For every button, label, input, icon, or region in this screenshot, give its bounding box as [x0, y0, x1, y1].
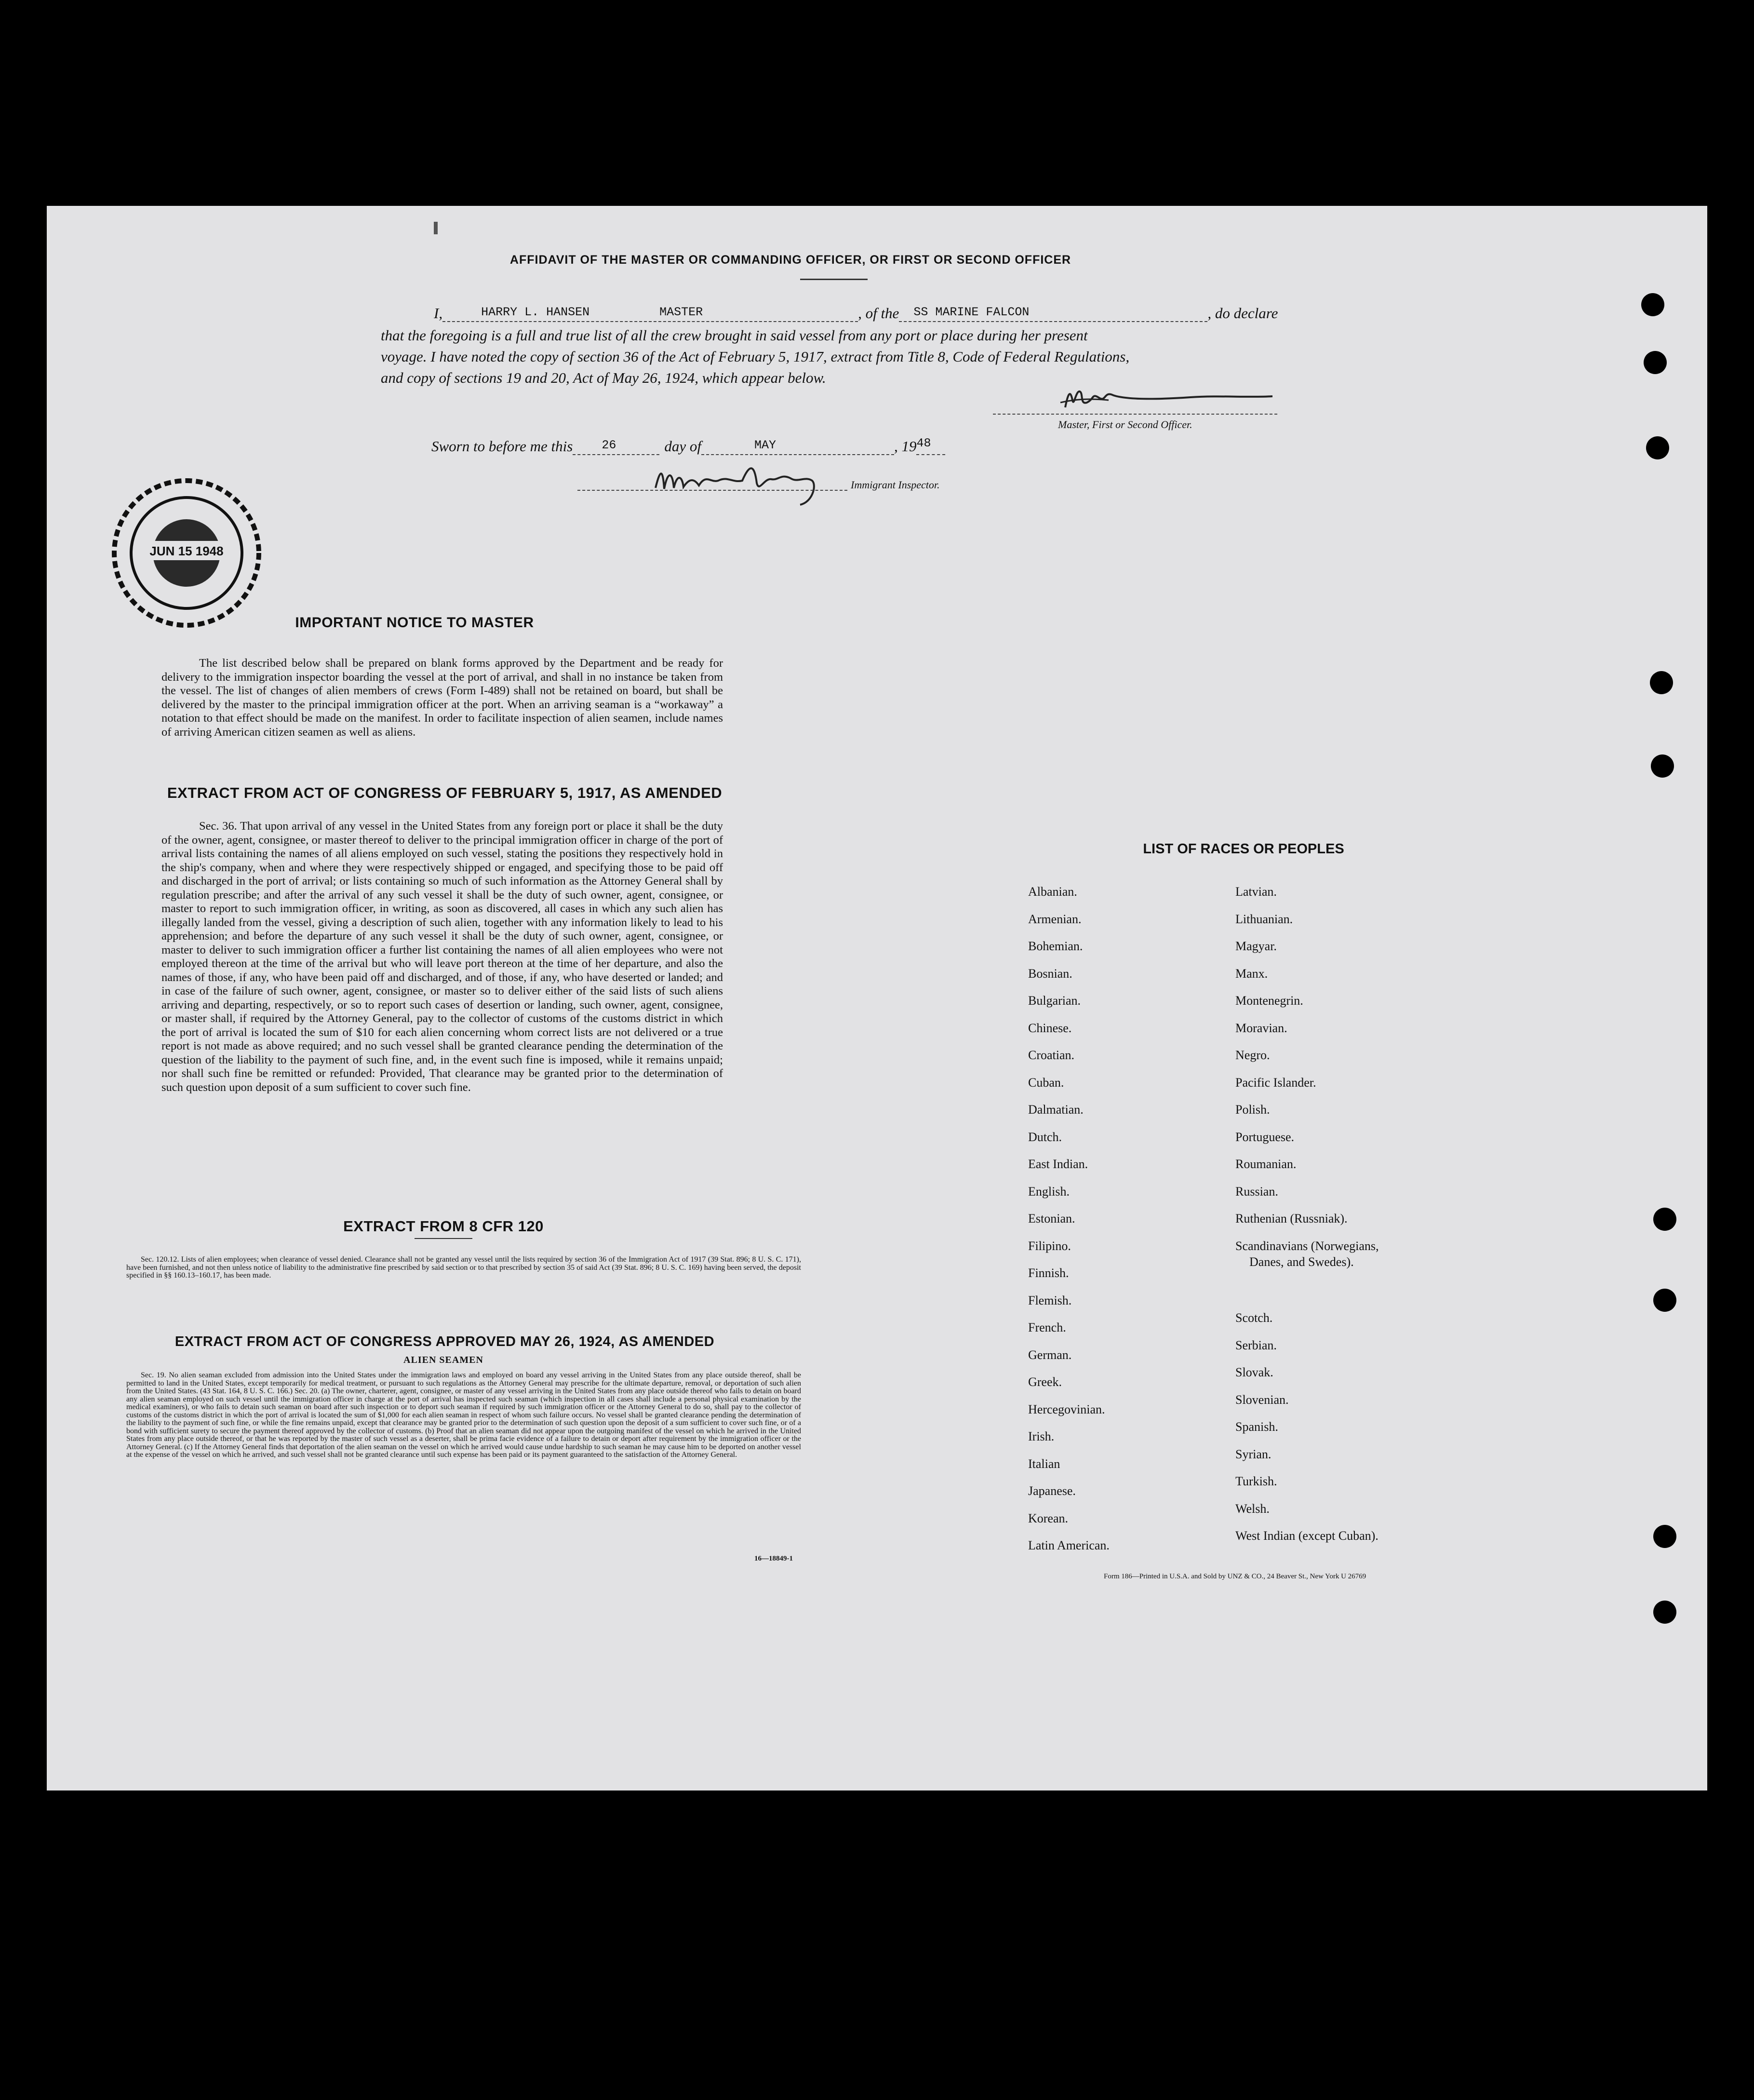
- race-item: Filipino.: [1028, 1238, 1071, 1253]
- race-item: Serbian.: [1235, 1338, 1277, 1352]
- extract-1924-text: Sec. 19. No alien seaman excluded from admission into the United States under the immigration laws and employed on board any vessel arriving in the United States from any place outside thereof, shall be permitted to land in the United States, except temporarily for medical treatment, or pursuant to such regulations as the Attorney General may prescribe for the ultimate departure, removal, or deportation of such alien from the United States. (43 Stat. 164, 8 U. S. C. 166.) Sec. 20. (a) The owner, charterer, agent, consignee, or master of any vessel arriving in the United States from any place outside thereof who fails to detain on board any alien seaman employed on such vessel until the immigration officer in charge at the port of arrival has inspected such seaman (which inspection in all cases shall include a personal physical examination by the medical examiners), or who fails to detain such seaman on board after such inspection or to deport such seaman if required by such immigration officer or the Attorney General to do so, shall pay to the collector of customs of the customs district in which the port of arrival is located the sum of $1,000 for each alien seaman in respect of whom such failure occurs. No vessel shall be granted clearance pending the determination of the liability to the payment of such fine, or while the fine remains unpaid, except that clearance may be granted prior to the determination of such question upon the deposit of a sum sufficient to cover such fine, or of a bond with sufficient surety to secure the payment thereof approved by the collector of customs. (b) Proof that an alien seaman did not appear upon the outgoing manifest of the vessel on which he arrived in the United States from any place outside thereof, or that he was reported by the master of such vessel as a deserter, shall be prima facie evidence of a failure to detain or deport after requirement by the immigration officer or the Attorney General. (c) If the Attorney General finds that deportation of the alien seaman on the vessel on which he arrived would cause undue hardship to such seaman he may cause him to be deported on another vessel at the expense of the vessel on which he arrived, and such vessel shall not be granted clearance until such expense has been paid or its payment guaranteed to the satisfaction of the Attorney General.: [126, 1371, 801, 1459]
- race-item: Croatian.: [1028, 1048, 1075, 1062]
- declaration-line-4: and copy of sections 19 and 20, Act of May 26, 1924, which appear below.: [381, 369, 826, 386]
- extract-cfr-text: Sec. 120.12. Lists of alien employees; when clearance of vessel denied. Clearance shall not be granted any vessel until the lists required by section 36 of the Immigration Act of 1917 (39 Stat. 896; 8 U. S. C. 171), have been furnished, and not then unless notice of liability to the administrative fine prescribed by said section or to that prescribed by section 35 of said Act (39 Stat. 896; 8 U. S. C. 169) having been served, the deposit specified in §§ 160.13–160.17, has been made.: [126, 1255, 801, 1279]
- race-item: Manx.: [1235, 966, 1268, 981]
- name-rank-field: [442, 307, 858, 322]
- notice-text: The list described below shall be prepared on blank forms approved by the Department and be ready for delivery to the immigration inspector boarding the vessel at the port of arrival, and shall in no instance be taken from the vessel. The list of changes of alien members of crews (Form I-489) shall not be retained on board, but shall be delivered by the master to the principal immigration officer at the port. When an arriving seaman is a “workaway” a notation to that effect should be made on the manifest. In order to facilitate inspection of alien seamen, include names of arriving American citizen seamen as well as aliens.: [161, 657, 723, 739]
- year-field: [916, 436, 945, 455]
- binder-hole: [1653, 1208, 1676, 1231]
- affidavit-title: AFFIDAVIT OF THE MASTER OR COMMANDING OFFICER, OR FIRST OR SECOND OFFICER: [509, 253, 1071, 267]
- races-heading: LIST OF RACES OR PEOPLES: [1143, 841, 1344, 857]
- race-item: Danes, and Swedes).: [1249, 1254, 1354, 1269]
- race-item: Ruthenian (Russniak).: [1235, 1212, 1348, 1225]
- month-value: MAY: [754, 438, 776, 452]
- day-field: [573, 440, 659, 455]
- stamp-date: JUN 15 1948: [149, 544, 224, 558]
- race-item: Dutch.: [1028, 1130, 1062, 1144]
- day-value: 26: [602, 438, 616, 452]
- race-item: Moravian.: [1235, 1021, 1287, 1035]
- race-item: Albanian.: [1028, 885, 1077, 899]
- race-item: Bosnian.: [1028, 966, 1072, 981]
- race-item: Welsh.: [1235, 1501, 1270, 1516]
- extract-1917-text: Sec. 36. That upon arrival of any vessel in the United States from any foreign port or place it shall be the duty of the owner, agent, consignee, or master thereof to deliver to the principal immigration officer in charge of the port of arrival lists containing the names of all aliens employed on such vessel, stating the positions they respectively hold in the ship's company, when and where they were respectively shipped or engaged, and specifying those to be paid off and discharged in the port of arrival; or lists containing so much of such information as the Attorney General shall by regulation prescribe; and after the arrival of any such vessel it shall be the duty of such owner, agent, consignee, or master to report to such immigration officer, in writing, as soon as discovered, all cases in which any such alien has illegally landed from the vessel, giving a description of such alien, together with any information likely to lead to his apprehension; and before the departure of any such vessel it shall be the duty of such owner, agent, consignee, or master to deliver to such immigration officer a further list containing the names of all alien employees who were not employed thereon at the time of the arrival but who will leave port thereon at the time of her departure, and also the names of those, if any, who have been paid off and discharged, and of those, if any, who have deserted or landed; and in case of the failure of such owner, agent, consignee, or master so to deliver either of the said lists of such aliens arriving and departing, respectively, or so to report such cases of desertion or landing, such owner, agent, consignee, or master shall, if required by the Attorney General, pay to the collector of customs of the customs district in which the port of arrival is located the sum of $10 for each alien concerning whom correct lists are not delivered or a true report is not made as above required; and no such vessel shall be granted clearance pending the determination of the question of the liability to the payment of such fine, and, in the event such fine is imposed, while it remains unpaid; nor shall such fine be remitted or refunded: Provided, That clearance may be granted prior to the determination of such question upon deposit of a sum sufficient to cover such fine.: [161, 820, 723, 1094]
- race-item: Slovenian.: [1235, 1392, 1289, 1407]
- binder-hole: [1641, 293, 1664, 316]
- vessel-value: SS MARINE FALCON: [913, 305, 1030, 319]
- race-item: Japanese.: [1028, 1484, 1076, 1498]
- race-item: Negro.: [1235, 1048, 1270, 1062]
- race-item: German.: [1028, 1347, 1072, 1362]
- sworn-label: Sworn to before me this: [431, 438, 573, 455]
- race-item: Korean.: [1028, 1511, 1069, 1525]
- rank-value: MASTER: [659, 305, 703, 319]
- race-item: Chinese.: [1028, 1021, 1072, 1035]
- year-prefix: , 19: [894, 438, 917, 455]
- master-signature-line: [993, 414, 1277, 415]
- binder-hole: [1653, 1289, 1676, 1312]
- race-item: Finnish.: [1028, 1266, 1069, 1280]
- race-item: Montenegrin.: [1235, 994, 1303, 1008]
- notice-heading: IMPORTANT NOTICE TO MASTER: [295, 615, 534, 631]
- race-item: Bohemian.: [1028, 939, 1083, 953]
- race-item: Portuguese.: [1235, 1130, 1295, 1144]
- race-item: French.: [1028, 1320, 1066, 1334]
- of-the-label: , of the: [858, 305, 899, 322]
- race-item: Bulgarian.: [1028, 994, 1081, 1008]
- race-item: Syrian.: [1235, 1447, 1272, 1461]
- race-item: Cuban.: [1028, 1075, 1064, 1090]
- year-value: 48: [916, 436, 931, 450]
- race-item: Irish.: [1028, 1429, 1055, 1443]
- race-item: Turkish.: [1235, 1474, 1277, 1489]
- inspector-signature-line: [577, 490, 847, 491]
- race-item: English.: [1028, 1184, 1070, 1198]
- binder-hole: [1646, 436, 1669, 459]
- binder-hole: [1651, 754, 1674, 778]
- race-item: Scotch.: [1235, 1311, 1273, 1325]
- race-item: Scandinavians (Norwegians,: [1235, 1238, 1379, 1253]
- extract-1917-heading: EXTRACT FROM ACT OF CONGRESS OF FEBRUARY 5, 1917, AS AMENDED: [167, 784, 723, 801]
- race-item: Magyar.: [1235, 939, 1277, 953]
- form-footer: Form 186—Printed in U.S.A. and Sold by UNZ & CO., 24 Beaver St., New York U 26769: [1104, 1573, 1366, 1580]
- race-item: Italian: [1028, 1456, 1060, 1471]
- race-item: Latvian.: [1235, 885, 1277, 899]
- inspector-signature: [646, 459, 839, 507]
- race-item: Greek.: [1028, 1375, 1062, 1389]
- race-item: Flemish.: [1028, 1293, 1072, 1307]
- title-divider: [800, 279, 868, 280]
- binder-hole: [1650, 671, 1673, 694]
- race-item: Pacific Islander.: [1235, 1075, 1316, 1090]
- declaration-line-1: [381, 305, 1306, 322]
- inspector-caption: Immigrant Inspector.: [851, 479, 940, 491]
- cfr-divider: [415, 1238, 472, 1239]
- extract-1924-heading: EXTRACT FROM ACT OF CONGRESS APPROVED MAY 26, 1924, AS AMENDED: [174, 1334, 715, 1349]
- sworn-line: [381, 438, 1306, 455]
- race-item: Hercegovinian.: [1028, 1402, 1105, 1416]
- race-item: Spanish.: [1235, 1420, 1278, 1434]
- binder-hole: [1653, 1525, 1676, 1548]
- month-field: [701, 440, 894, 455]
- race-item: West Indian (except Cuban).: [1235, 1529, 1379, 1543]
- binder-hole: [1644, 351, 1667, 374]
- master-caption: Master, First or Second Officer.: [1058, 418, 1192, 431]
- corner-mark: [434, 222, 438, 234]
- race-item: Estonian.: [1028, 1212, 1075, 1225]
- race-item: Polish.: [1235, 1103, 1270, 1117]
- vessel-field: [899, 307, 1207, 322]
- extract-cfr-heading: EXTRACT FROM 8 CFR 120: [343, 1218, 544, 1235]
- declaration-line-2: that the foregoing is a full and true list of all the crew brought in said vessel from any port or place during her present: [381, 327, 1088, 344]
- race-item: Roumanian.: [1235, 1157, 1297, 1171]
- alien-seamen-subheading: ALIEN SEAMEN: [403, 1355, 483, 1365]
- form-code: 16—18849-1: [754, 1555, 793, 1562]
- race-item: East Indian.: [1028, 1157, 1088, 1171]
- i-label: I,: [434, 305, 443, 322]
- race-item: Latin American.: [1028, 1538, 1110, 1552]
- race-item: Armenian.: [1028, 912, 1082, 926]
- declaration-line-3: voyage. I have noted the copy of section 36 of the Act of February 5, 1917, extract from Title 8, Code of Federal Regulations,: [381, 348, 1130, 365]
- day-of-label: day of: [664, 438, 701, 455]
- name-value: HARRY L. HANSEN: [481, 305, 590, 319]
- do-declare-label: , do declare: [1207, 305, 1278, 322]
- immigration-stamp: [107, 476, 266, 630]
- race-item: Dalmatian.: [1028, 1103, 1084, 1117]
- binder-hole: [1653, 1601, 1676, 1624]
- race-item: Slovak.: [1235, 1365, 1273, 1380]
- race-item: Lithuanian.: [1235, 912, 1293, 926]
- race-item: Russian.: [1235, 1184, 1278, 1198]
